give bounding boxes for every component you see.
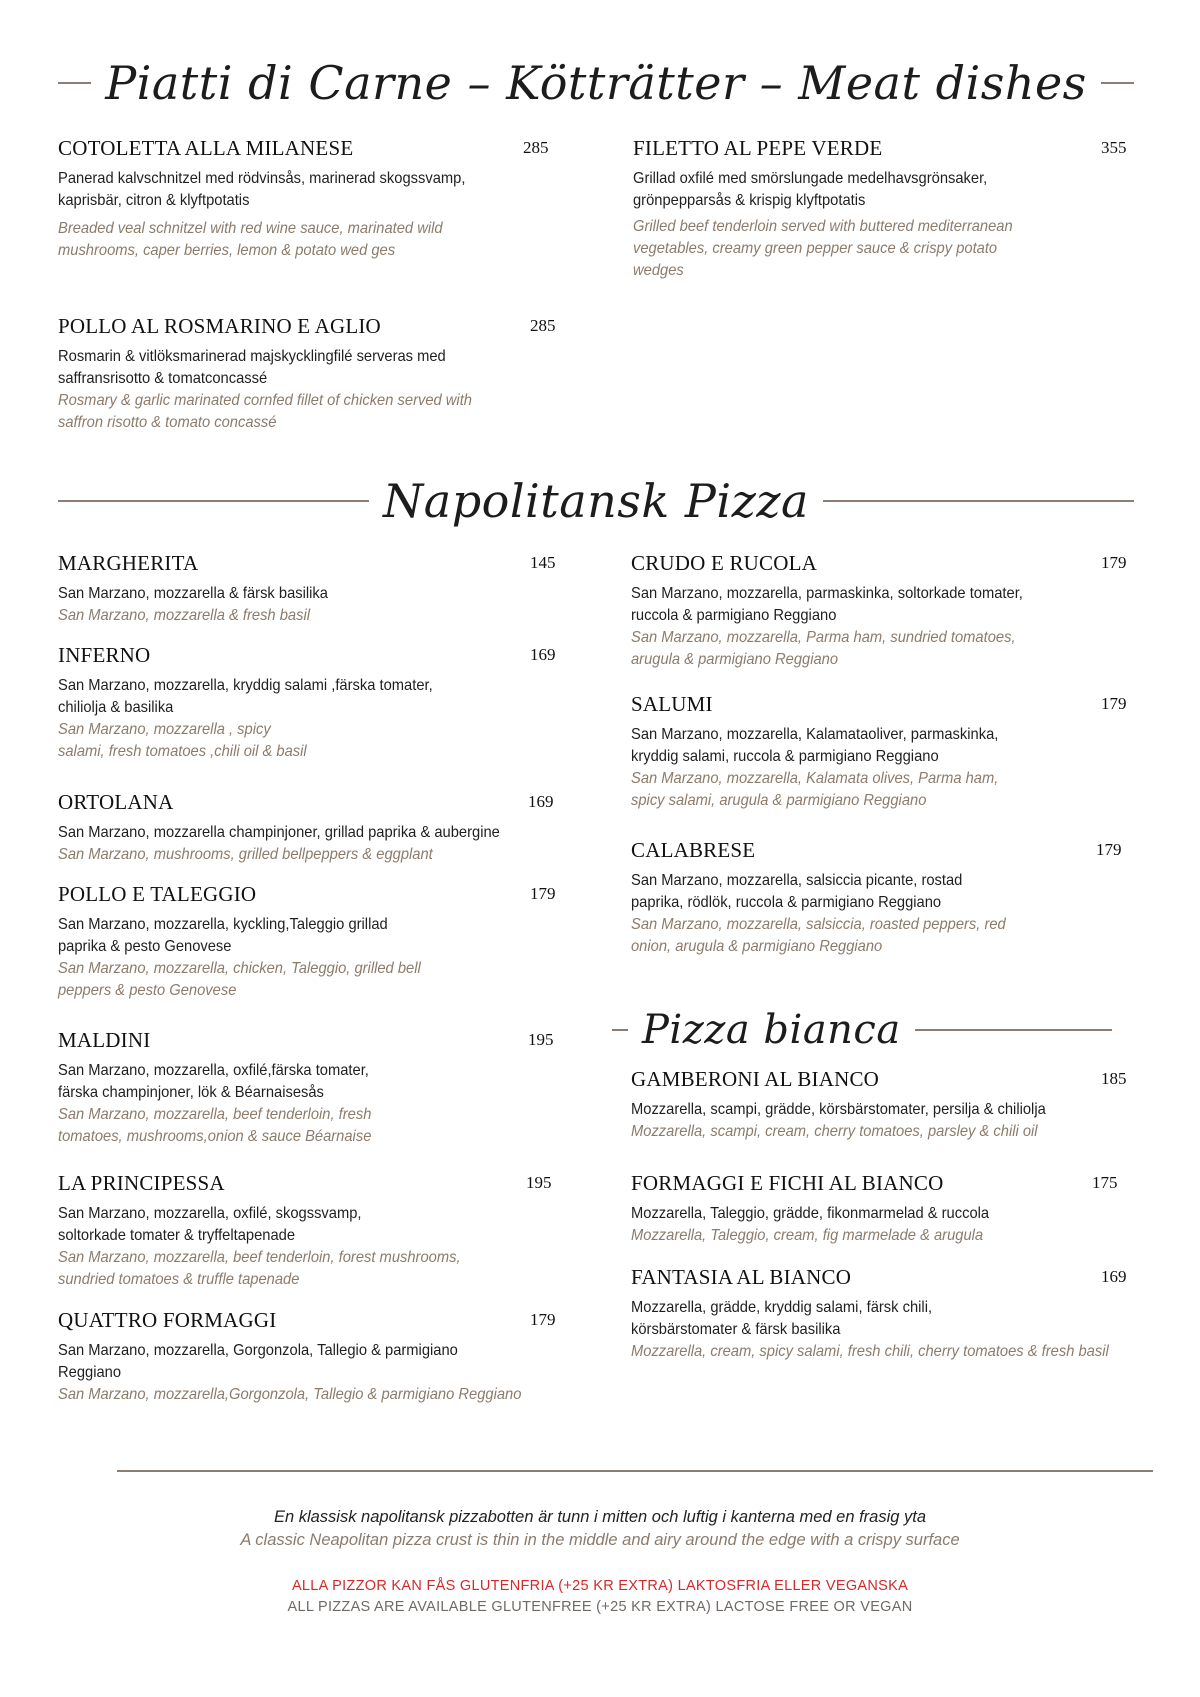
dish-description-sv: Mozzarella, grädde, kryddig salami, färsk chili, körsbärstomater & färsk basilika bbox=[631, 1299, 933, 1338]
dish-description-en: Breaded veal schnitzel with red wine sauce, marinated wild mushrooms, caper berries, lemon & potato wed ges bbox=[58, 220, 443, 259]
divider-dash bbox=[612, 1029, 628, 1031]
dish-price: 195 bbox=[526, 1173, 552, 1192]
divider-line bbox=[823, 500, 1134, 502]
divider-line bbox=[1101, 82, 1134, 84]
dish-name: INFERNO bbox=[58, 643, 151, 667]
pizza-la-principessa bbox=[58, 1171, 558, 1291]
dish-name: GAMBERONI AL BIANCO bbox=[631, 1067, 880, 1091]
bianca-formaggi-fichi bbox=[631, 1171, 1131, 1247]
dish-name: FORMAGGI E FICHI AL BIANCO bbox=[631, 1171, 944, 1195]
section-header-meat bbox=[58, 48, 1134, 118]
dish-name: MARGHERITA bbox=[58, 551, 199, 575]
dish-description-sv: San Marzano, mozzarella, oxfilé,färska tomater, färska champinjoner, lök & Béarnaisesås bbox=[58, 1062, 369, 1101]
dish-description-sv: Panerad kalvschnitzel med rödvinsås, marinerad skogssvamp, kaprisbär, citron & klyftpotatis bbox=[58, 170, 466, 209]
dish-description-en: San Marzano, mozzarella, Parma ham, sundried tomatoes, arugula & parmigiano Reggiano bbox=[631, 629, 1016, 668]
footer-crust-sv bbox=[0, 1508, 1200, 1527]
dish-description-en: San Marzano, mozzarella , spicy salami, fresh tomatoes ,chili oil & basil bbox=[58, 721, 307, 760]
dish-description-sv: San Marzano, mozzarella, Kalamataoliver, parmaskinka, kryddig salami, ruccola & parmigiano Reggiano bbox=[631, 726, 999, 765]
pizza-salumi bbox=[631, 692, 1131, 812]
dish-name: POLLO AL ROSMARINO E AGLIO bbox=[58, 314, 381, 338]
dish-name: LA PRINCIPESSA bbox=[58, 1171, 225, 1195]
dish-cotoletta bbox=[58, 136, 558, 262]
footer-crust-en bbox=[0, 1531, 1200, 1550]
footer-options-en bbox=[0, 1598, 1200, 1616]
dish-price: 175 bbox=[1092, 1173, 1118, 1192]
dish-price: 179 bbox=[1096, 840, 1122, 859]
dish-description-sv: San Marzano, mozzarella, Gorgonzola, Tallegio & parmigiano Reggiano bbox=[58, 1342, 458, 1381]
pizza-quattro-formaggi bbox=[58, 1308, 558, 1406]
dish-price: 179 bbox=[1101, 694, 1127, 713]
section-title-pizza: Napolitansk Pizza bbox=[383, 474, 809, 528]
dish-price: 169 bbox=[530, 645, 556, 664]
dish-price: 355 bbox=[1101, 138, 1127, 157]
dish-description-en: Rosmary & garlic marinated cornfed fillet of chicken served with saffron risotto & tomato concassé bbox=[58, 392, 472, 431]
dish-price: 179 bbox=[530, 1310, 556, 1329]
dish-description-en: Mozzarella, scampi, cream, cherry tomatoes, parsley & chili oil bbox=[631, 1123, 1038, 1140]
dish-name: CALABRESE bbox=[631, 838, 756, 862]
dish-name: QUATTRO FORMAGGI bbox=[58, 1308, 277, 1332]
pizza-crudo-rucola bbox=[631, 551, 1131, 671]
divider-line bbox=[58, 82, 91, 84]
dish-description-sv: San Marzano, mozzarella, kryddig salami ,färska tomater, chiliolja & basilika bbox=[58, 677, 433, 716]
dish-name: FANTASIA AL BIANCO bbox=[631, 1265, 852, 1289]
dish-description-en: San Marzano, mozzarella, beef tenderloin, fresh tomatoes, mushrooms,onion & sauce Béarnaise bbox=[58, 1106, 372, 1145]
dish-description-sv: Mozzarella, scampi, grädde, körsbärstomater, persilja & chiliolja bbox=[631, 1101, 1046, 1118]
dish-description-sv: San Marzano, mozzarella, parmaskinka, soltorkade tomater, ruccola & parmigiano Reggiano bbox=[631, 585, 1023, 624]
pizza-ortolana bbox=[58, 790, 558, 866]
dish-description-sv: San Marzano, mozzarella & färsk basilika bbox=[58, 585, 328, 602]
dish-price: 169 bbox=[1101, 1267, 1127, 1286]
pizza-options-sv: ALLA PIZZOR KAN FÅS GLUTENFRIA (+25 KR EXTRA) LAKTOSFRIA ELLER VEGANSKA bbox=[291, 1578, 909, 1594]
dish-description-en: San Marzano, mozzarella,Gorgonzola, Tallegio & parmigiano Reggiano bbox=[58, 1386, 522, 1403]
pizza-pollo-taleggio bbox=[58, 882, 558, 1002]
dish-price: 285 bbox=[523, 138, 549, 157]
dish-description-sv: Rosmarin & vitlöksmarinerad majskycklingfilé serveras med saffransrisotto & tomatconcassé bbox=[58, 348, 446, 387]
crust-note-en: A classic Neapolitan pizza crust is thin in the middle and airy around the edge with a crispy surface bbox=[240, 1531, 960, 1549]
pizza-maldini bbox=[58, 1028, 558, 1148]
dish-description-en: Grilled beef tenderloin served with buttered mediterranean vegetables, creamy green pepper sauce & crispy potato wedges bbox=[633, 218, 1013, 279]
section-header-pizza bbox=[58, 466, 1134, 536]
dish-name: COTOLETTA ALLA MILANESE bbox=[58, 136, 354, 160]
dish-description-en: San Marzano, mozzarella & fresh basil bbox=[58, 607, 310, 624]
dish-filetto bbox=[633, 136, 1133, 282]
footer-divider bbox=[117, 1470, 1153, 1472]
dish-price: 185 bbox=[1101, 1069, 1127, 1088]
dish-description-en: San Marzano, mozzarella, salsiccia, roasted peppers, red onion, arugula & parmigiano Reggiano bbox=[631, 916, 1006, 955]
dish-description-en: San Marzano, mushrooms, grilled bellpeppers & eggplant bbox=[58, 846, 433, 863]
crust-note-sv: En klassisk napolitansk pizzabotten är tunn i mitten och luftig i kanterna med en frasig yta bbox=[273, 1508, 927, 1526]
dish-price: 285 bbox=[530, 316, 556, 335]
divider-line bbox=[915, 1029, 1112, 1031]
dish-price: 179 bbox=[530, 884, 556, 903]
section-header-bianca bbox=[612, 1000, 1112, 1060]
bianca-fantasia bbox=[631, 1265, 1131, 1363]
dish-description-sv: San Marzano, mozzarella, oxfilé, skogssvamp, soltorkade tomater & tryffeltapenade bbox=[58, 1205, 362, 1244]
dish-pollo-rosmarino bbox=[58, 314, 558, 434]
dish-name: FILETTO AL PEPE VERDE bbox=[633, 136, 883, 160]
divider-line bbox=[58, 500, 369, 502]
pizza-options-en: ALL PIZZAS ARE AVAILABLE GLUTENFREE (+25 KR EXTRA) LACTOSE FREE OR VEGAN bbox=[287, 1599, 913, 1615]
dish-description-sv: San Marzano, mozzarella, kyckling,Taleggio grillad paprika & pesto Genovese bbox=[58, 916, 388, 955]
dish-description-sv: San Marzano, mozzarella, salsiccia picante, rostad paprika, rödlök, ruccola & parmigiano Reggiano bbox=[631, 872, 963, 911]
dish-price: 169 bbox=[528, 792, 554, 811]
dish-description-sv: San Marzano, mozzarella champinjoner, grillad paprika & aubergine bbox=[58, 824, 500, 841]
dish-description-en: San Marzano, mozzarella, chicken, Taleggio, grilled bell peppers & pesto Genovese bbox=[58, 960, 421, 999]
dish-description-en: San Marzano, mozzarella, Kalamata olives, Parma ham, spicy salami, arugula & parmigiano Reggiano bbox=[631, 770, 999, 809]
dish-name: SALUMI bbox=[631, 692, 713, 716]
dish-description-en: San Marzano, mozzarella, beef tenderloin, forest mushrooms, sundried tomatoes & truffle tapenade bbox=[58, 1249, 461, 1288]
dish-description-en: Mozzarella, cream, spicy salami, fresh chili, cherry tomatoes & fresh basil bbox=[631, 1343, 1109, 1360]
dish-price: 145 bbox=[530, 553, 556, 572]
dish-description-sv: Mozzarella, Taleggio, grädde, fikonmarmelad & ruccola bbox=[631, 1205, 990, 1222]
dish-description-en: Mozzarella, Taleggio, cream, fig marmelade & arugula bbox=[631, 1227, 984, 1244]
dish-price: 195 bbox=[528, 1030, 554, 1049]
pizza-inferno bbox=[58, 643, 558, 763]
section-title-bianca: Pizza bianca bbox=[642, 1007, 901, 1053]
dish-price: 179 bbox=[1101, 553, 1127, 572]
footer-options-sv bbox=[0, 1577, 1200, 1595]
pizza-calabrese bbox=[631, 838, 1131, 958]
dish-name: ORTOLANA bbox=[58, 790, 174, 814]
dish-description-sv: Grillad oxfilé med smörslungade medelhavsgrönsaker, grönpepparsås & krispig klyftpotatis bbox=[633, 170, 988, 209]
section-title-meat: Piatti di Carne – Kötträtter – Meat dishes bbox=[105, 56, 1087, 110]
dish-name: MALDINI bbox=[58, 1028, 151, 1052]
dish-name: POLLO E TALEGGIO bbox=[58, 882, 257, 906]
pizza-margherita bbox=[58, 551, 558, 627]
dish-name: CRUDO E RUCOLA bbox=[631, 551, 817, 575]
bianca-gamberoni bbox=[631, 1067, 1131, 1143]
